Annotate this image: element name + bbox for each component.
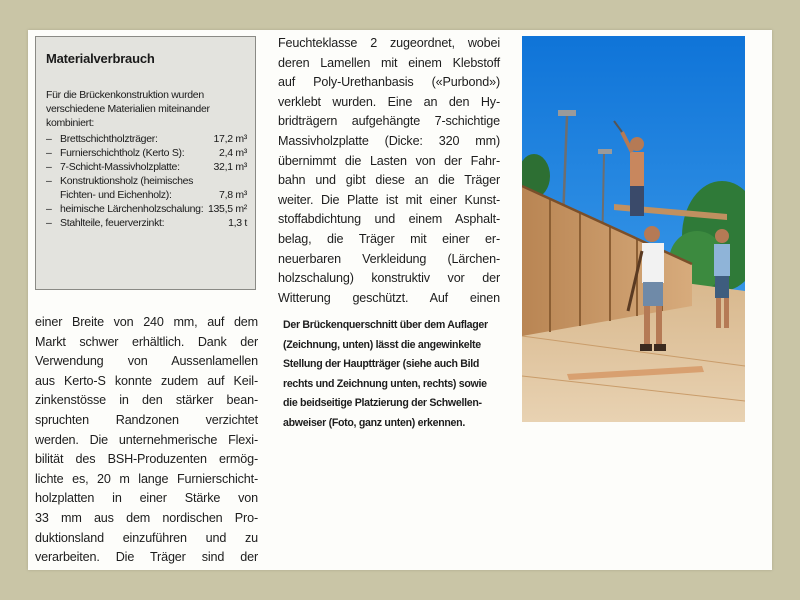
body-text-column-middle (278, 34, 500, 308)
document-page (28, 30, 772, 570)
material-name: Furnierschichtholz (Kerto S): (60, 147, 185, 159)
text-line: belag, die Träger mit einer er- (278, 231, 500, 246)
text-line: spruchten Randzonen verzichtet (35, 412, 258, 427)
caption-line: (Zeichnung, unten) lässt die angewinkelte (283, 338, 481, 351)
caption-line: Der Brückenquerschnitt über dem Auflager (283, 319, 488, 331)
material-value: 17,2 m³ (213, 133, 247, 145)
material-value: 135,5 m² (207, 203, 247, 215)
text-line: stoffabdichtung und einem Asphalt- (278, 212, 500, 227)
material-item: – Brettschichtholzträger: 17,2 m³ (46, 133, 247, 145)
material-item: – Konstruktionsholz (heimisches Fichten- und Eichenholz): 7,8 m³ (46, 175, 247, 201)
text-line: bahn und gibt diese an die Träger (278, 173, 500, 188)
material-value: 7,8 m³ (219, 189, 247, 201)
text-line: Feuchteklasse 2 zugeordnet, wobei (278, 36, 500, 50)
text-line: übernimmt die Lasten von der Fahr- (278, 153, 500, 168)
text-line: einer Breite von 240 mm, auf dem (35, 315, 258, 329)
text-line: verarbeiten. Die Träger sind der (35, 550, 258, 565)
text-line: neuerbaren Verkleidung (Lärchen- (278, 251, 500, 266)
text-line: weiter. Die Platte ist mit einer Kunst- (278, 192, 500, 207)
material-value: 2,4 m³ (219, 147, 247, 159)
figure-caption (283, 316, 493, 434)
construction-photo (522, 36, 745, 422)
caption-line: rechts und Zeichnung unten, rechts) sowie (283, 377, 487, 390)
material-item: – heimische Lärchenholzschalung: 135,5 m² (46, 203, 247, 215)
bridge-workers-image (522, 36, 745, 422)
text-line: verklebt wurden. Eine an den Hy- (278, 94, 500, 109)
text-line: Verwendung von Aussenlamellen (35, 354, 258, 369)
text-line: zinkenstösse in den stärker bean- (35, 393, 258, 408)
material-value: 32,1 m³ (213, 161, 247, 173)
caption-line: abweiser (Foto, ganz unten) erkennen. (283, 416, 465, 429)
material-name: Stahlteile, feuerverzinkt: (60, 217, 165, 229)
body-text-column-left (35, 313, 258, 568)
text-line: bilität des BSH-Produzenten ermög- (35, 452, 258, 467)
material-info-box (35, 36, 256, 290)
text-line: deren Lamellen mit einem Klebstoff (278, 55, 500, 70)
material-item: – Stahlteile, feuerverzinkt: 1,3 t (46, 217, 247, 229)
caption-line: die beidseitige Platzierung der Schwellen- (283, 397, 482, 410)
info-box-intro: Für die Brückenkonstruktion wurden verschiedene Materialien miteinander kombiniert: (46, 89, 210, 129)
text-line: auf Poly-Urethanbasis («Purbond») (278, 75, 500, 90)
text-line: aus Kerto-S konnte zudem auf Keil- (35, 373, 258, 388)
text-line: holzplatten in einer Stärke von (35, 491, 258, 506)
text-line: lichte es, 20 m lange Furnierschicht- (35, 471, 258, 486)
material-value: 1,3 t (228, 217, 247, 229)
text-line: Markt schwer erhältlich. Dank der (35, 334, 258, 349)
material-name: heimische Lärchenholzschalung: (60, 203, 204, 215)
material-item: – 7-Schicht-Massivholzplatte: 32,1 m³ (46, 161, 247, 173)
text-line: werden. Die unternehmerische Flexi- (35, 432, 258, 447)
material-name: 7-Schicht-Massivholzplatte: (60, 161, 180, 173)
text-line: duktionsland einzuführen und zu (35, 530, 258, 545)
material-name: Konstruktionsholz (heimisches Fichten- und Eichenholz): (60, 175, 194, 201)
info-box-title: Materialverbrauch (46, 51, 155, 66)
material-name: Brettschichtholzträger: (60, 133, 158, 145)
text-line: bridträgern aufgehängte 7-schichtige (278, 114, 500, 129)
caption-line: Stellung der Hauptträger (siehe auch Bild (283, 358, 480, 371)
text-line: holzschalung) konstruktiv vor der (278, 271, 500, 286)
text-line: 33 mm aus dem nordischen Pro- (35, 510, 258, 525)
text-line: Witterung geschützt. Auf einen (278, 290, 500, 305)
text-line: Massivholzplatte (Dicke: 320 mm) (278, 133, 500, 148)
material-list (46, 132, 247, 230)
material-item: – Furnierschichtholz (Kerto S): 2,4 m³ (46, 147, 247, 159)
